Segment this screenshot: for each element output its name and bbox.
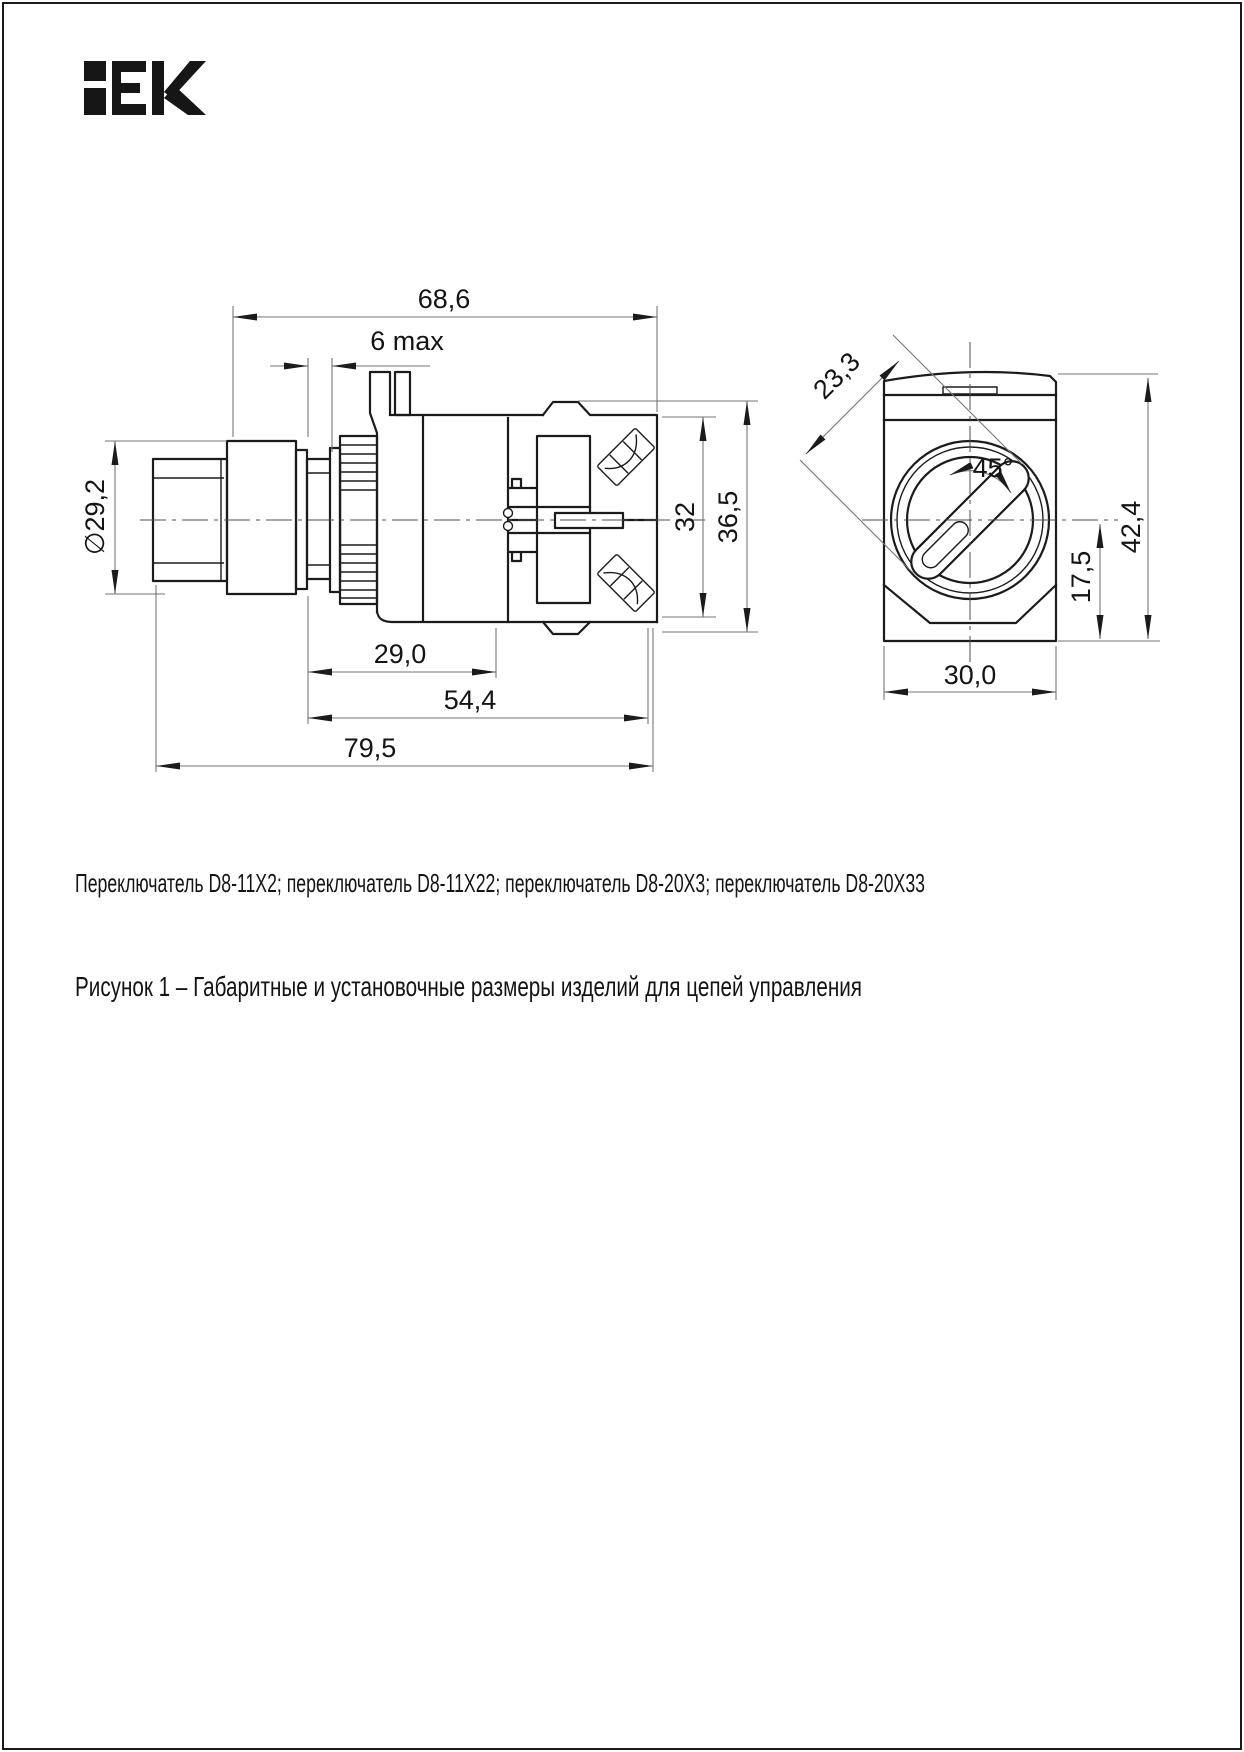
side-view-drawing <box>80 284 758 772</box>
dim-total-length <box>156 585 653 772</box>
dim-label: ∅29,2 <box>80 478 110 556</box>
pivot-detail <box>504 522 513 531</box>
dim-label: 68,6 <box>417 284 471 314</box>
dim-label: 30,0 <box>943 660 997 690</box>
dim-label: 36,5 <box>713 490 743 544</box>
dim-block-height <box>662 417 716 617</box>
products-caption: Переключатель D8-11X2; переключатель D8-11X22; переключатель D8-20X3; переключатель D8-20X33 <box>75 868 925 898</box>
dim-label: 79,5 <box>343 733 397 763</box>
dim-label: 23,3 <box>807 346 866 405</box>
dim-label: 29,0 <box>373 639 427 669</box>
main-body <box>370 372 657 622</box>
dim-label: 54,4 <box>443 685 497 715</box>
terminal-upper <box>597 428 655 486</box>
figure-caption: Рисунок 1 – Габаритные и установочные размеры изделий для цепей управления <box>75 971 862 1002</box>
dim-panel-thickness <box>270 326 444 452</box>
bezel <box>227 441 296 594</box>
body-tab <box>395 372 410 415</box>
terminal-lower <box>597 554 655 612</box>
dim-label: 17,5 <box>1066 550 1096 604</box>
dim-mid-length <box>308 628 648 724</box>
dim-label: 6 max <box>370 326 444 356</box>
dim-label: 32 <box>670 501 700 533</box>
pivot-detail <box>504 509 513 518</box>
iek-logo <box>84 61 206 115</box>
front-view-drawing <box>800 335 1160 700</box>
dim-label: 42,4 <box>1116 500 1146 554</box>
thread-hatch <box>340 445 377 598</box>
dim-label: 45° <box>972 453 1014 483</box>
